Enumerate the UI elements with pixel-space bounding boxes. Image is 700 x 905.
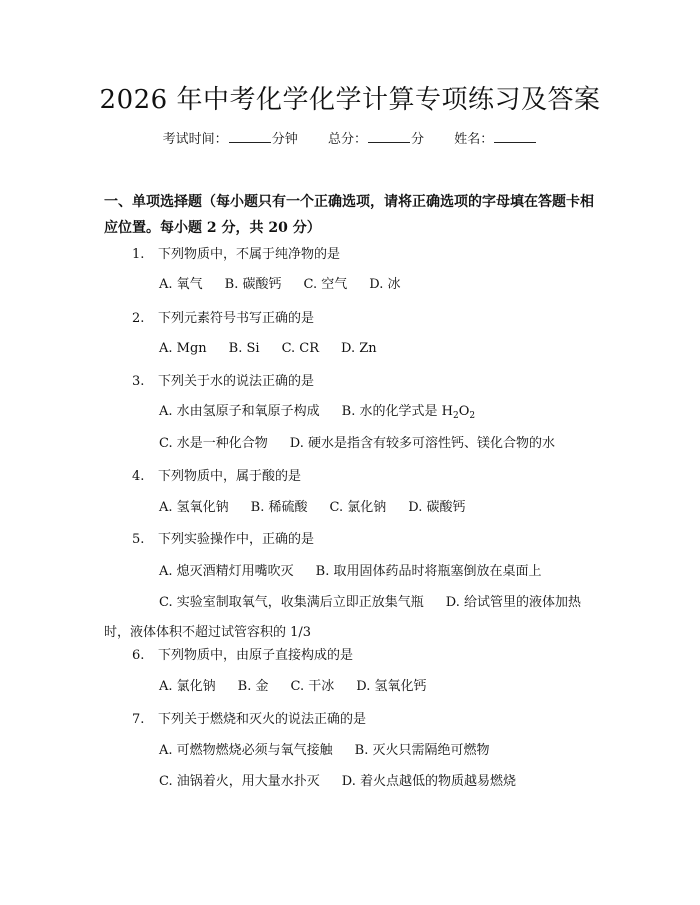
option-c: C. 实验室制取氧气，收集满后立即正放集气瓶 <box>159 595 424 610</box>
question-3-options-row2 <box>159 434 555 454</box>
question-text: 下列物质中，由原子直接构成的是 <box>158 648 354 663</box>
question-3 <box>132 372 314 392</box>
option-a: A. Mgn <box>159 341 207 356</box>
option-b: B. 水的化学式是 $H_2O_2$ <box>341 404 476 421</box>
option-b: B. 取用固体药品时将瓶塞倒放在桌面上 <box>315 564 542 579</box>
question-text: 下列物质中，不属于纯净物的是 <box>158 247 341 262</box>
option-b: B. 金 <box>237 679 269 694</box>
option-d: D. 着火点越低的物质越易燃烧 <box>341 774 516 789</box>
question-number: 3. <box>132 374 145 389</box>
question-4 <box>132 467 301 487</box>
option-a: A. 熄灭酒精灯用嘴吹灭 <box>159 564 294 579</box>
time-unit: 分钟 <box>271 132 298 147</box>
section-heading: 一、单项选择题（每小题只有一个正确选项，请将正确选项的字母填在答题卡相应位置。每小题 2 分，共 20 分） <box>104 194 594 236</box>
question-text: 下列关于燃烧和灭火的说法正确的是 <box>158 712 367 727</box>
question-number: 5. <box>132 532 145 547</box>
option-c: C. 氯化钠 <box>329 500 387 515</box>
option-d: D. 硬水是指含有较多可溶性钙、镁化合物的水 <box>289 436 555 451</box>
question-1 <box>132 245 340 265</box>
option-d: D. Zn <box>341 341 377 356</box>
question-number: 7. <box>132 712 145 727</box>
option-c: C. 油锅着火，用大量水扑灭 <box>159 774 320 789</box>
exam-meta <box>0 130 700 150</box>
score-unit: 分 <box>411 132 425 147</box>
option-a: A. 氯化钠 <box>159 679 216 694</box>
question-number: 4. <box>132 469 145 484</box>
option-b: B. Si <box>228 341 260 356</box>
question-text: 下列物质中，属于酸的是 <box>158 469 302 484</box>
question-5-options-row1 <box>159 562 541 582</box>
question-4-options <box>159 498 465 518</box>
question-5 <box>132 530 314 550</box>
formula-h2o2: $H_2O_2$ <box>441 404 476 421</box>
question-2-options <box>159 339 377 359</box>
option-d: D. 氢氧化钙 <box>356 679 427 694</box>
option-b: B. 碳酸钙 <box>224 277 282 292</box>
option-d: D. 给试管里的液体加热时，液体体积不超过试管容积的 1/3 <box>104 595 581 640</box>
option-c: C. 干冰 <box>290 679 335 694</box>
question-6-options <box>159 677 426 697</box>
name-blank <box>494 130 536 143</box>
option-b: B. 灭火只需隔绝可燃物 <box>354 743 490 758</box>
option-d: D. 碳酸钙 <box>408 500 466 515</box>
question-7 <box>132 710 366 730</box>
option-d: D. 冰 <box>369 277 401 292</box>
score-blank <box>368 130 410 143</box>
time-label: 考试时间： <box>162 132 228 147</box>
score-label: 总分： <box>327 132 367 147</box>
option-a: A. 可燃物燃烧必须与氧气接触 <box>159 743 333 758</box>
name-label: 姓名： <box>454 132 494 147</box>
question-number: 2. <box>132 311 145 326</box>
question-text: 下列关于水的说法正确的是 <box>158 374 315 389</box>
option-c: C. 空气 <box>303 277 348 292</box>
question-number: 1. <box>132 247 145 262</box>
question-text: 下列元素符号书写正确的是 <box>158 311 315 326</box>
question-5-options-row2 <box>104 588 596 648</box>
option-a: A. 氢氧化钠 <box>159 500 229 515</box>
question-text: 下列实验操作中，正确的是 <box>158 532 315 547</box>
question-1-options <box>159 275 400 295</box>
option-a: A. 氧气 <box>159 277 203 292</box>
time-blank <box>229 130 271 143</box>
question-number: 6. <box>132 648 145 663</box>
page-title: 2026 年中考化学化学计算专项练习及答案 <box>99 85 601 115</box>
question-6 <box>132 646 353 666</box>
option-c: C. 水是一种化合物 <box>159 436 268 451</box>
question-7-options-row1 <box>159 741 489 761</box>
option-c: C. CR <box>281 341 320 356</box>
option-b: B. 稀硫酸 <box>250 500 308 515</box>
option-a: A. 水由氢原子和氧原子构成 <box>159 404 320 419</box>
question-7-options-row2 <box>159 772 516 792</box>
question-2 <box>132 309 314 329</box>
question-3-options-row1 <box>159 402 475 422</box>
